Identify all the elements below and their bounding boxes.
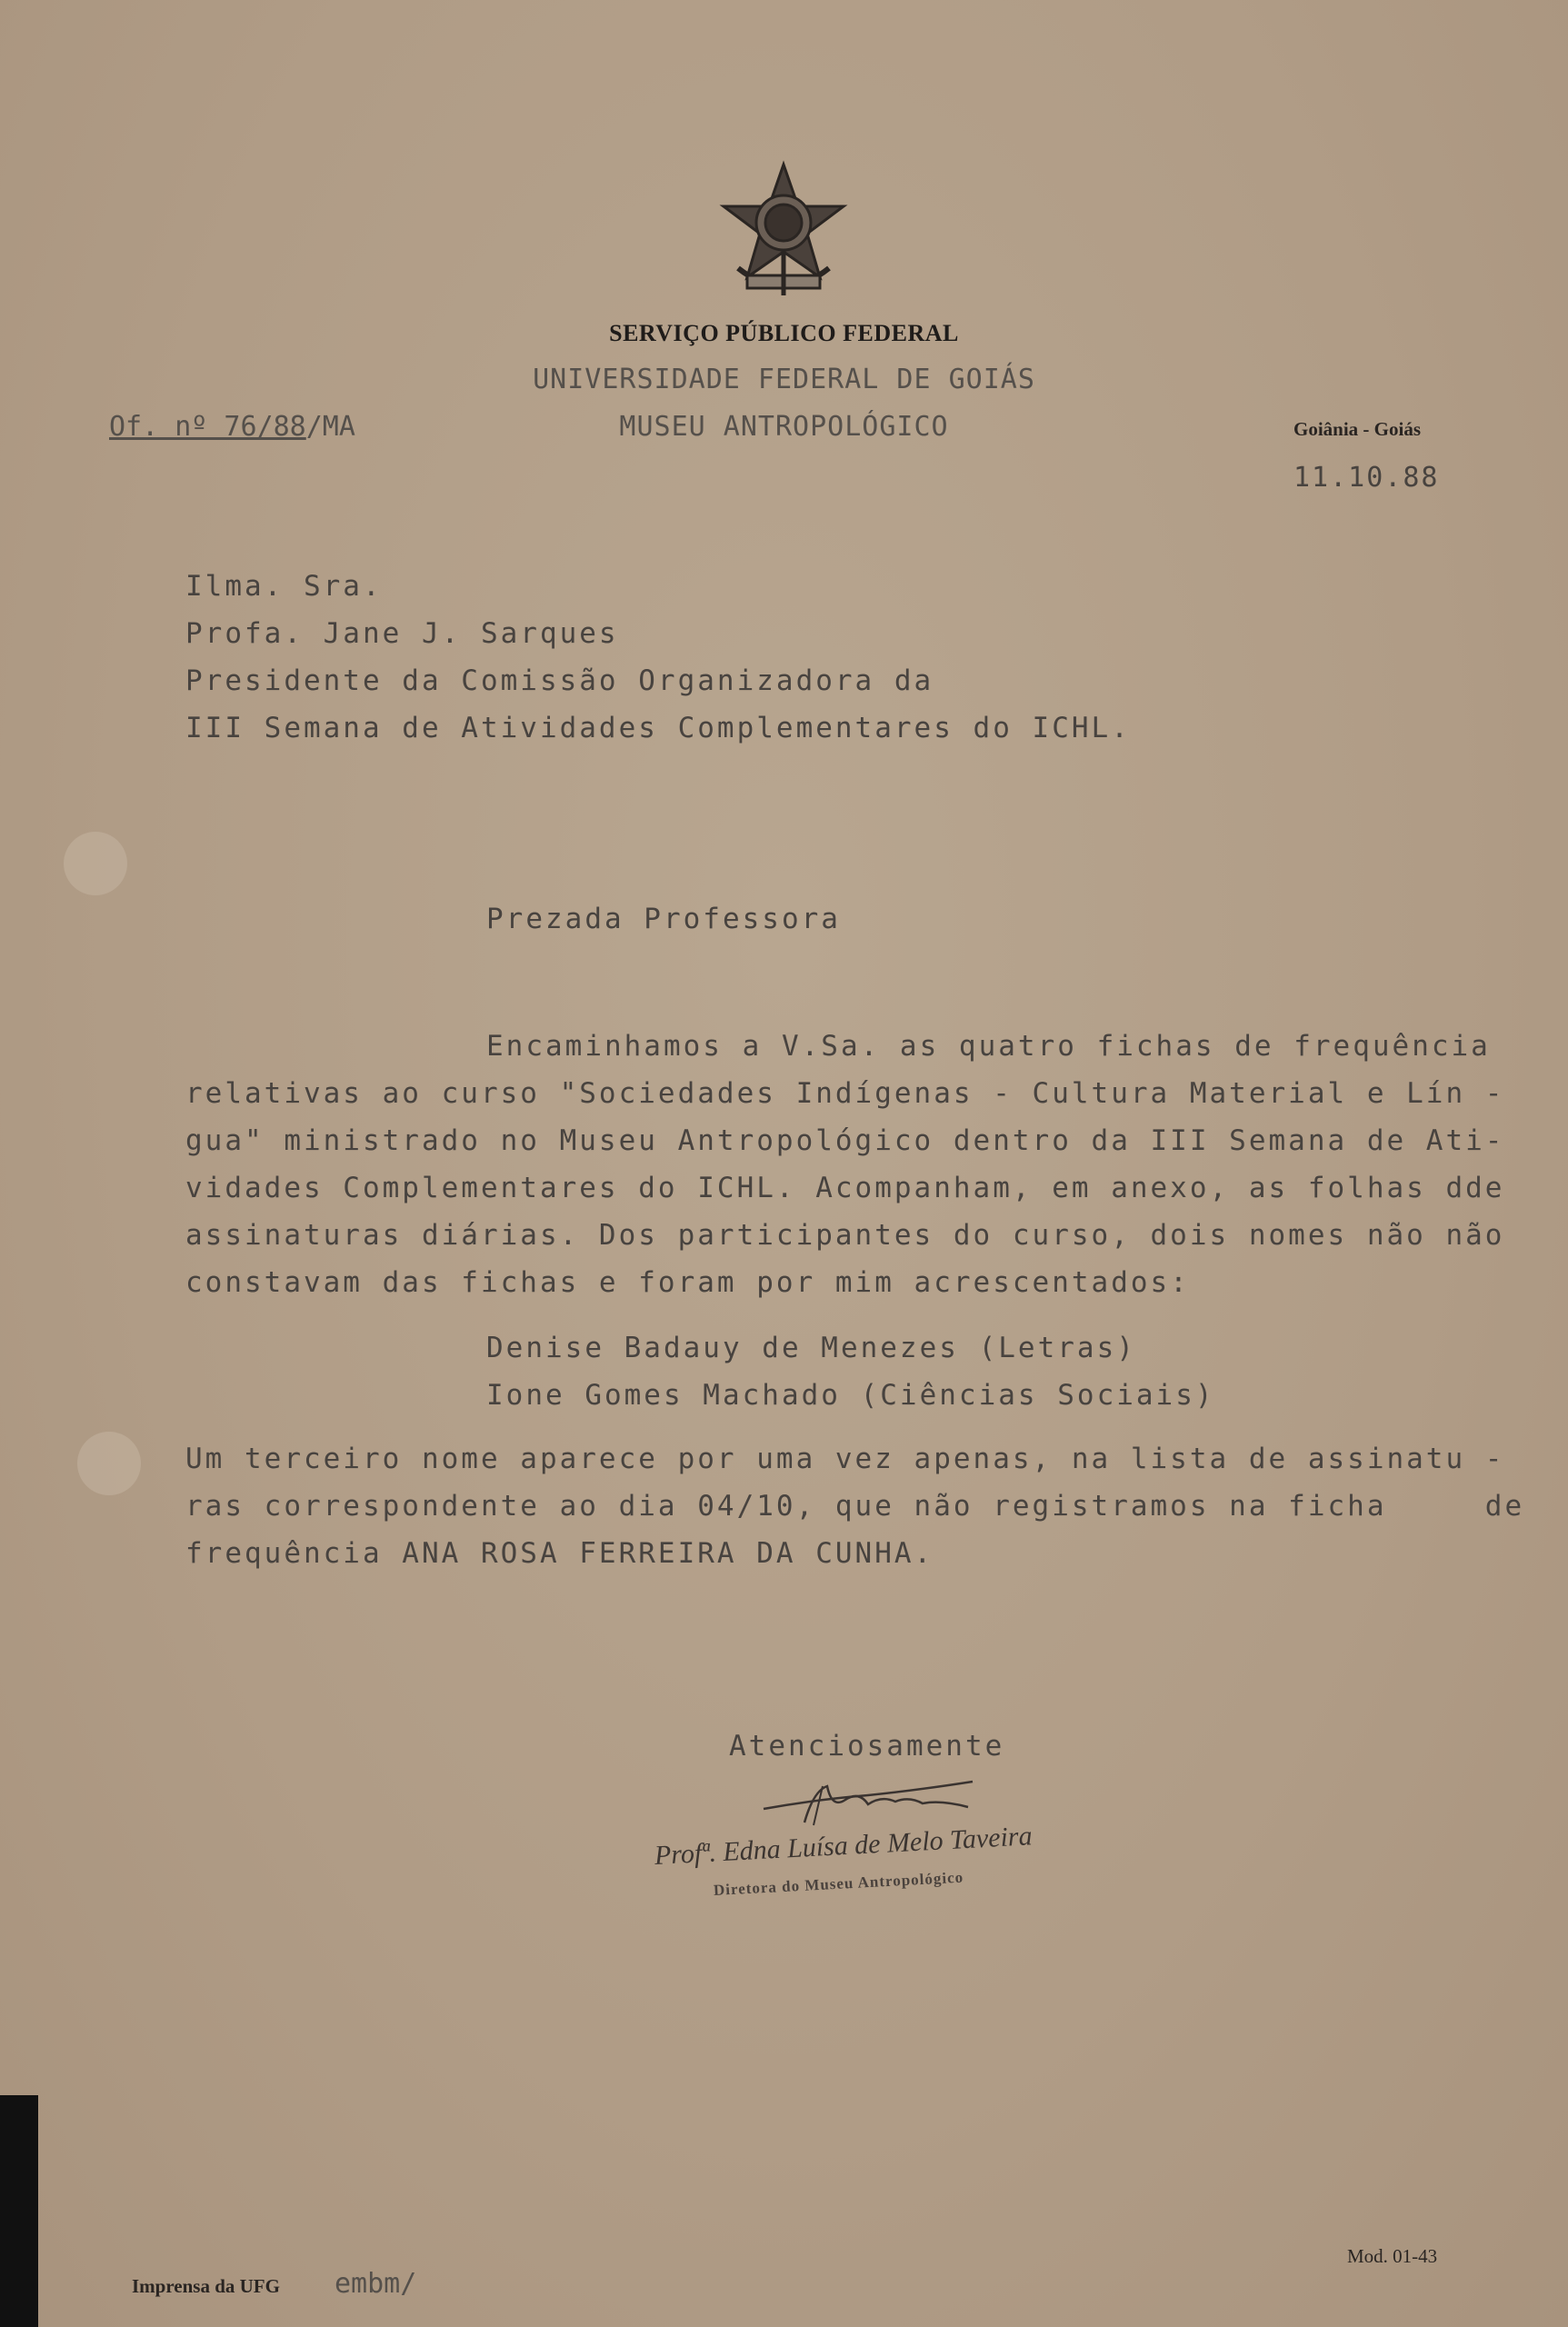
city-label: Goiânia - Goiás <box>1293 418 1422 440</box>
recipient-line: III Semana de Atividades Complementares do ICHL. <box>185 712 1131 744</box>
office-number-main: Of. nº 76/88 <box>109 411 306 443</box>
university-heading: UNIVERSIDADE FEDERAL DE GOIÁS <box>533 364 1035 395</box>
body-line: gua" ministrado no Museu Antropológico dentro da III Semana de Ati- <box>185 1124 1505 1157</box>
body-line: constavam das fichas e foram por mim acrescentados: <box>185 1266 1190 1299</box>
typist-initials: embm/ <box>335 2268 417 2300</box>
body-line: Encaminhamos a V.Sa. as quatro fichas de frequência <box>486 1030 1491 1063</box>
museum-heading: MUSEU ANTROPOLÓGICO <box>619 411 949 443</box>
closing: Atenciosamente <box>729 1730 1005 1763</box>
printer-label: Imprensa da UFG <box>132 2275 280 2297</box>
form-model-number: Mod. 01-43 <box>1347 2245 1438 2267</box>
recipient-line: Ilma. Sra. <box>185 570 383 603</box>
body-line: frequência ANA ROSA FERREIRA DA CUNHA. <box>185 1537 934 1570</box>
body-line: Um terceiro nome aparece por uma vez apenas, na lista de assinatu - <box>185 1443 1505 1475</box>
office-number <box>109 411 355 443</box>
punch-hole <box>64 832 127 895</box>
salutation: Prezada Professora <box>486 903 841 935</box>
coat-of-arms-emblem <box>711 159 856 314</box>
signatory-role-stamp: Diretora do Museu Antropológico <box>713 1868 964 1899</box>
participant-name: Ione Gomes Machado (Ciências Sociais) <box>486 1379 1215 1412</box>
scan-edge-shadow <box>0 2095 38 2327</box>
recipient-line: Profa. Jane J. Sarques <box>185 617 619 650</box>
service-heading: SERVIÇO PÚBLICO FEDERAL <box>609 320 959 346</box>
signatory-name-stamp: Profª. Edna Luísa de Melo Taveira <box>654 1821 1034 1871</box>
body-line: relativas ao curso "Sociedades Indígenas - Cultura Material e Lín - <box>185 1077 1505 1110</box>
recipient-line: Presidente da Comissão Organizadora da <box>185 664 934 697</box>
letter-date: 11.10.88 <box>1293 462 1440 494</box>
body-line: vidades Complementares do ICHL. Acompanham, em anexo, as folhas dde <box>185 1172 1505 1204</box>
office-number-suffix: /MA <box>305 411 355 443</box>
participant-name: Denise Badauy de Menezes (Letras) <box>486 1332 1136 1364</box>
punch-hole <box>77 1432 141 1495</box>
body-line: assinaturas diárias. Dos participantes do curso, dois nomes não não <box>185 1219 1505 1252</box>
body-line: ras correspondente ao dia 04/10, que não registramos na ficha de <box>185 1490 1525 1523</box>
